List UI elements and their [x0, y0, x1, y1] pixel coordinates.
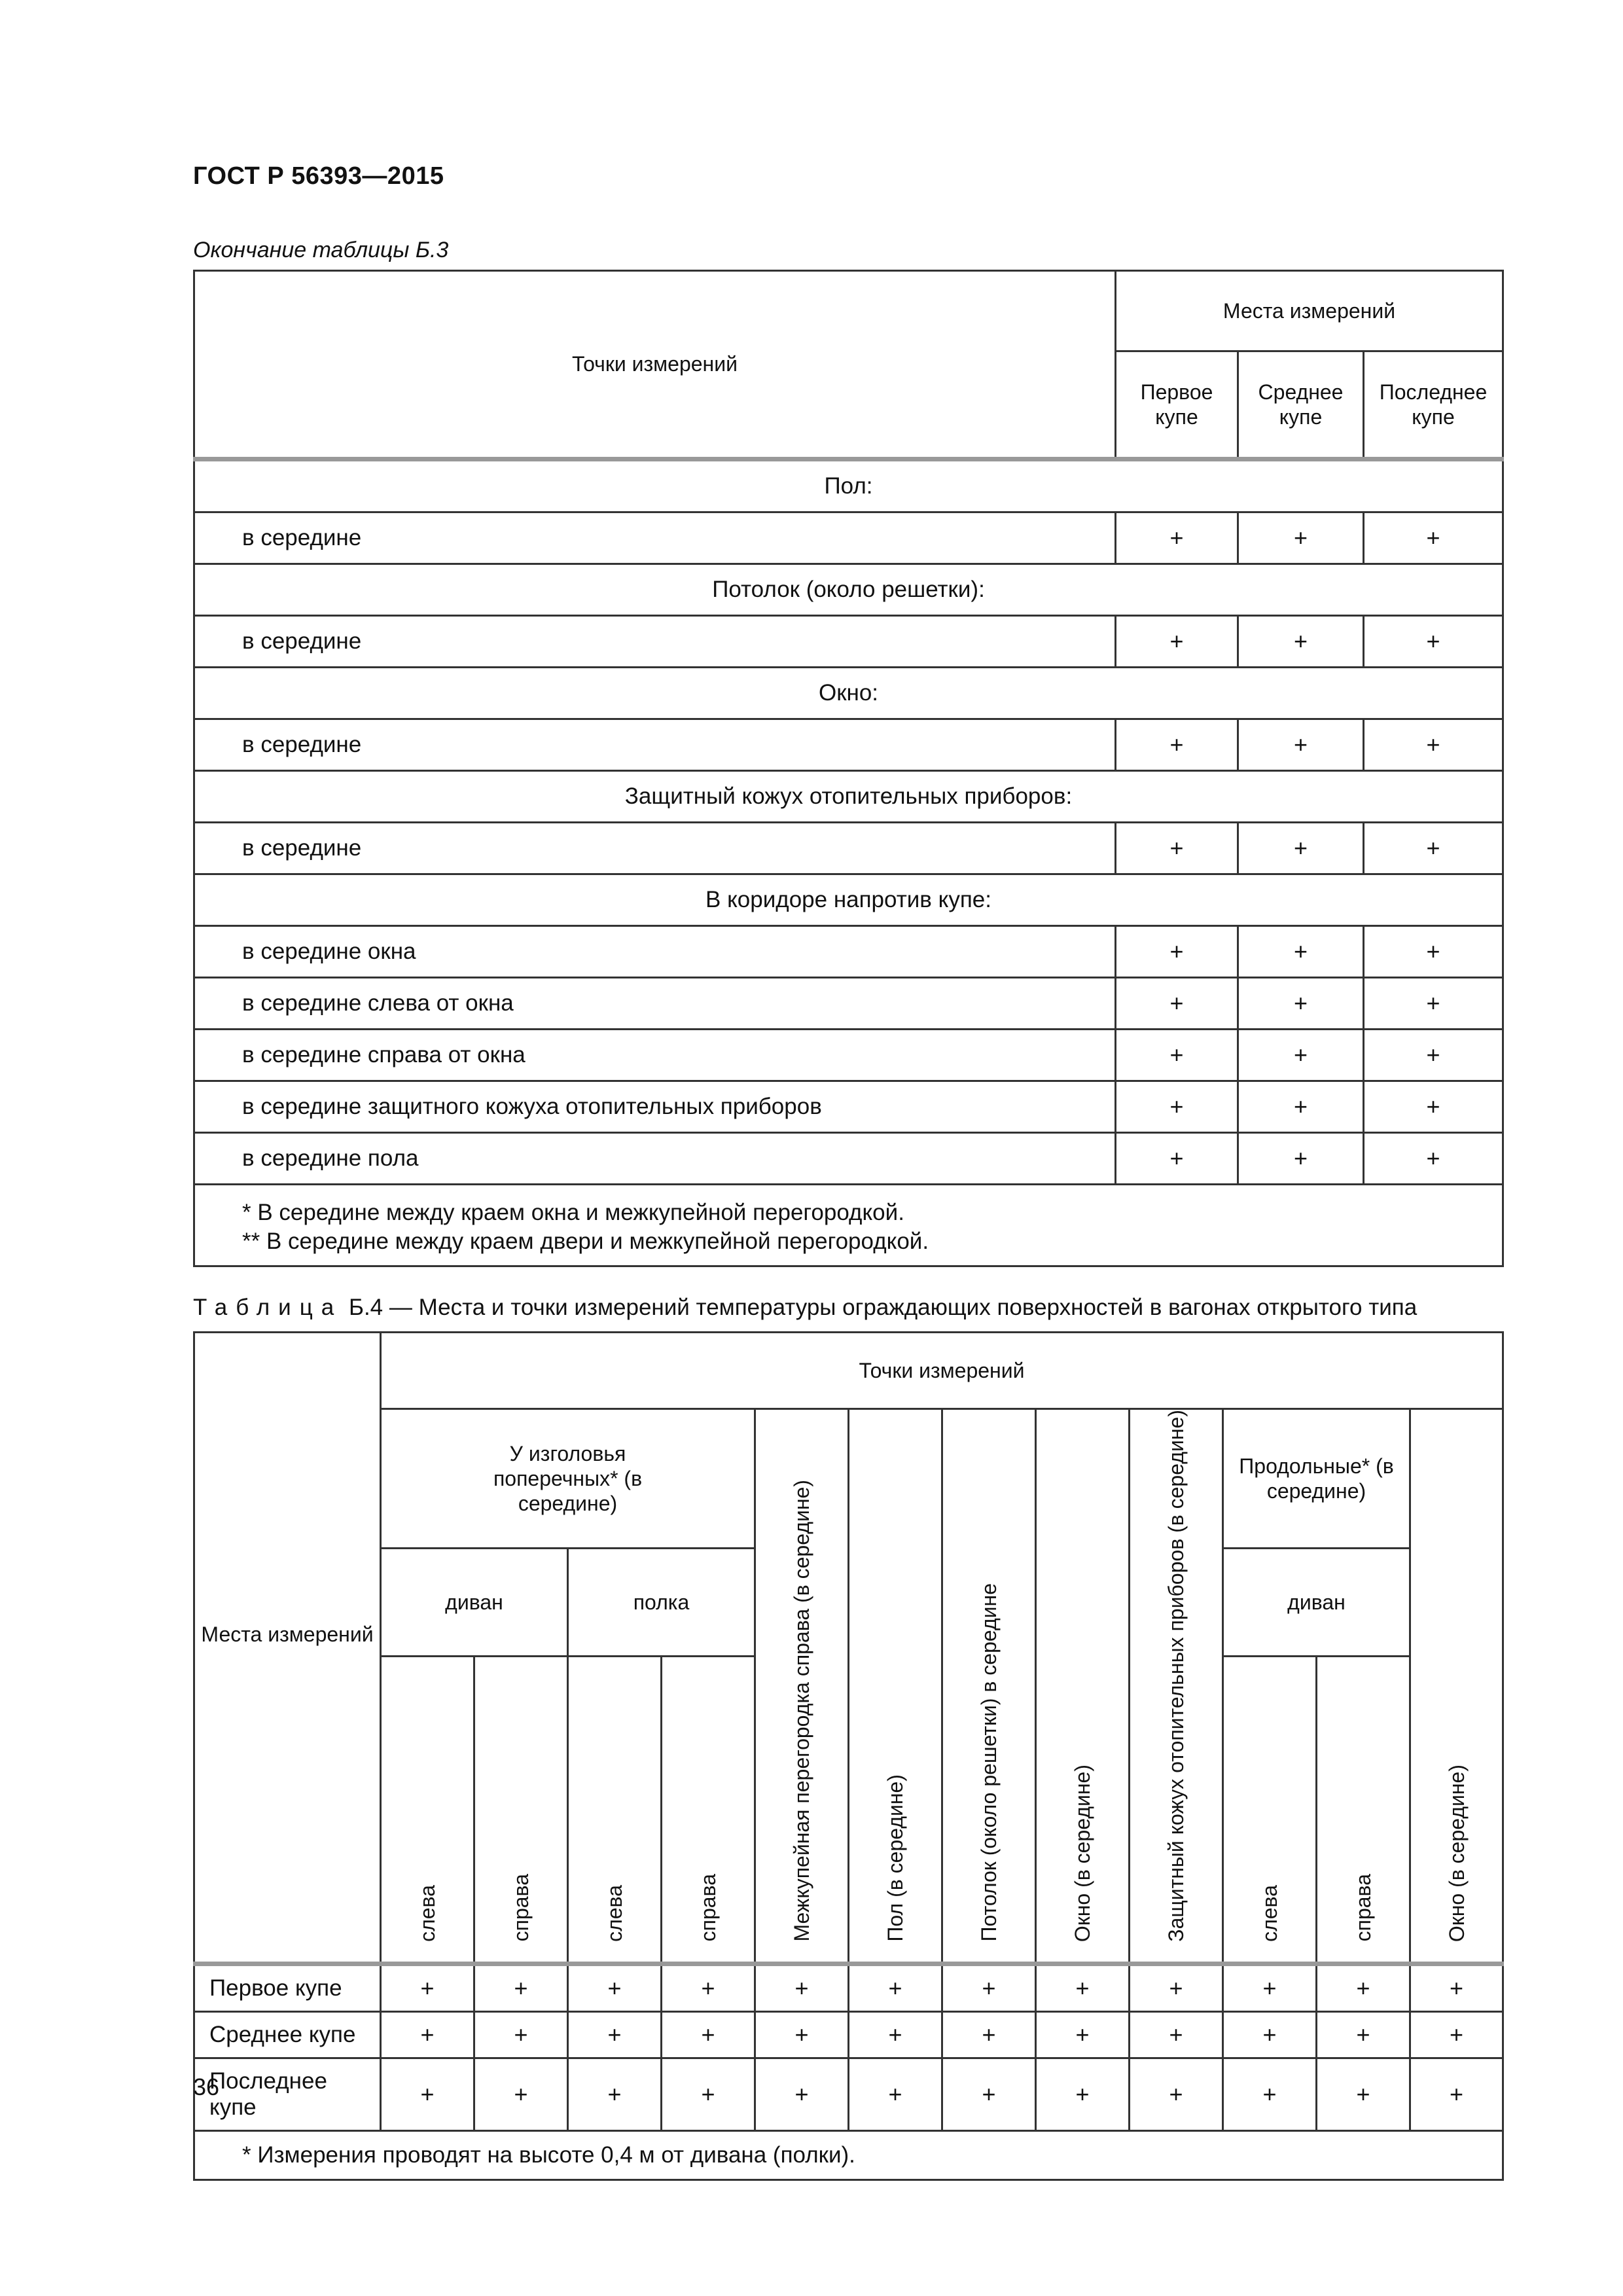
header-transverse-group: У изголовья поперечных* (в середине) [381, 1409, 755, 1549]
table-b3 [193, 270, 1504, 1267]
mark-cell: + [474, 1964, 568, 2011]
page-number: 36 [193, 2073, 220, 2100]
row-label: в середине слева от окна [194, 978, 1116, 1030]
header-longitudinal-group: Продольные* (в середине) [1223, 1409, 1410, 1549]
mark-cell: + [849, 2058, 942, 2130]
note-line: ** В середине между краем двери и межкупейной перегородкой. [242, 1229, 929, 1254]
mark-cell: + [1238, 823, 1364, 874]
mark-cell: + [849, 2011, 942, 2058]
header-sofa-right: справа [474, 1656, 568, 1964]
section-heading: В коридоре напротив купе: [194, 874, 1503, 926]
mark-cell: + [568, 2058, 662, 2130]
mark-cell: + [1130, 2011, 1223, 2058]
table-row [194, 2011, 1503, 2058]
table-note: * Измерения проводят на высоте 0,4 м от дивана (полки). [194, 2130, 1503, 2179]
table-row [194, 823, 1503, 874]
mark-cell: + [942, 2058, 1036, 2130]
row-label: в середине [194, 512, 1116, 564]
mark-cell: + [1364, 512, 1503, 564]
header-shelf: полка [568, 1549, 755, 1657]
mark-cell: + [1238, 512, 1364, 564]
mark-cell: + [1238, 1081, 1364, 1133]
table-row [194, 616, 1503, 668]
mark-cell: + [1116, 978, 1238, 1030]
document-code: ГОСТ Р 56393—2015 [193, 162, 444, 190]
header-floor: Пол (в середине) [849, 1409, 942, 1964]
mark-cell: + [1223, 2058, 1317, 2130]
header-heater-casing: Защитный кожух отопительных приборов (в середине) [1130, 1409, 1223, 1964]
mark-cell: + [474, 2058, 568, 2130]
mark-cell: + [1238, 719, 1364, 771]
mark-cell: + [1116, 512, 1238, 564]
mark-cell: + [1116, 719, 1238, 771]
mark-cell: + [1364, 926, 1503, 978]
table-row [194, 1964, 1503, 2011]
mark-cell: + [1364, 978, 1503, 1030]
mark-cell: + [1036, 2058, 1130, 2130]
mark-cell: + [1036, 1964, 1130, 2011]
mark-cell: + [1223, 2011, 1317, 2058]
mark-cell: + [849, 1964, 942, 2011]
table-b4-caption: Таблица Б.4 — Места и точки измерений температуры ограждающих поверхностей в вагонах открытого типа [193, 1295, 1418, 1320]
mark-cell: + [568, 2011, 662, 2058]
mark-cell: + [1410, 2058, 1503, 2130]
mark-cell: + [381, 1964, 474, 2011]
header-first-compartment: Первое купе [1116, 351, 1238, 459]
mark-cell: + [1130, 2058, 1223, 2130]
mark-cell: + [381, 2058, 474, 2130]
mark-cell: + [662, 2011, 755, 2058]
table-notes [194, 1185, 1503, 1266]
header-long-sofa-left: слева [1223, 1656, 1317, 1964]
mark-cell: + [942, 1964, 1036, 2011]
header-partition: Межкупейная перегородка справа (в середине) [755, 1409, 849, 1964]
header-middle-compartment: Среднее купе [1238, 351, 1364, 459]
table-row [194, 2058, 1503, 2130]
table-row [194, 1133, 1503, 1185]
mark-cell: + [1317, 1964, 1410, 2011]
header-window-longitudinal: Окно (в середине) [1410, 1409, 1503, 1964]
mark-cell: + [568, 1964, 662, 2011]
header-last-compartment: Последнее купе [1364, 351, 1503, 459]
header-long-sofa-right: справа [1317, 1656, 1410, 1964]
row-label: в середине справа от окна [194, 1030, 1116, 1081]
header-window: Окно (в середине) [1036, 1409, 1130, 1964]
section-heading: Защитный кожух отопительных приборов: [194, 771, 1503, 823]
mark-cell: + [1223, 1964, 1317, 2011]
row-label: в середине [194, 616, 1116, 668]
mark-cell: + [942, 2011, 1036, 2058]
row-label: в середине защитного кожуха отопительных приборов [194, 1081, 1116, 1133]
mark-cell: + [1238, 978, 1364, 1030]
section-heading: Окно: [194, 668, 1503, 719]
note-line: * В середине между краем окна и межкупейной перегородкой. [242, 1200, 904, 1225]
mark-cell: + [755, 1964, 849, 2011]
header-measurement-places: Места измерений [1116, 271, 1503, 351]
table-continuation-caption: Окончание таблицы Б.3 [193, 238, 449, 262]
header-measurement-places: Места измерений [194, 1333, 381, 1964]
table-row [194, 1030, 1503, 1081]
row-label: в середине [194, 823, 1116, 874]
row-label: в середине окна [194, 926, 1116, 978]
mark-cell: + [1130, 1964, 1223, 2011]
mark-cell: + [1364, 1133, 1503, 1185]
mark-cell: + [474, 2011, 568, 2058]
mark-cell: + [755, 2011, 849, 2058]
row-label: Среднее купе [194, 2011, 381, 2058]
mark-cell: + [1238, 926, 1364, 978]
mark-cell: + [1410, 1964, 1503, 2011]
header-sofa: диван [381, 1549, 568, 1657]
mark-cell: + [662, 2058, 755, 2130]
mark-cell: + [1317, 2011, 1410, 2058]
header-shelf-left: слева [568, 1656, 662, 1964]
header-shelf-right: справа [662, 1656, 755, 1964]
mark-cell: + [1238, 1133, 1364, 1185]
mark-cell: + [1364, 616, 1503, 668]
mark-cell: + [1364, 1081, 1503, 1133]
section-heading: Пол: [194, 459, 1503, 512]
mark-cell: + [381, 2011, 474, 2058]
section-heading: Потолок (около решетки): [194, 564, 1503, 616]
table-row [194, 512, 1503, 564]
mark-cell: + [1364, 823, 1503, 874]
mark-cell: + [1317, 2058, 1410, 2130]
mark-cell: + [1238, 616, 1364, 668]
table-row [194, 978, 1503, 1030]
mark-cell: + [1364, 719, 1503, 771]
header-sofa-left: слева [381, 1656, 474, 1964]
mark-cell: + [1116, 823, 1238, 874]
header-measurement-points: Точки измерений [381, 1333, 1503, 1409]
mark-cell: + [1116, 1030, 1238, 1081]
table-row [194, 926, 1503, 978]
mark-cell: + [662, 1964, 755, 2011]
table-b4 [193, 1331, 1504, 2181]
mark-cell: + [1116, 1133, 1238, 1185]
row-label: Первое купе [194, 1964, 381, 2011]
mark-cell: + [1364, 1030, 1503, 1081]
row-label: в середине пола [194, 1133, 1116, 1185]
row-label: Последнее купе [194, 2058, 381, 2130]
table-row [194, 719, 1503, 771]
mark-cell: + [1410, 2011, 1503, 2058]
mark-cell: + [1116, 926, 1238, 978]
mark-cell: + [755, 2058, 849, 2130]
header-measurement-points: Точки измерений [194, 271, 1116, 459]
mark-cell: + [1116, 616, 1238, 668]
mark-cell: + [1036, 2011, 1130, 2058]
header-ceiling: Потолок (около решетки) в середине [942, 1409, 1036, 1964]
table-row [194, 1081, 1503, 1133]
header-sofa-longitudinal: диван [1223, 1549, 1410, 1657]
row-label: в середине [194, 719, 1116, 771]
mark-cell: + [1238, 1030, 1364, 1081]
mark-cell: + [1116, 1081, 1238, 1133]
